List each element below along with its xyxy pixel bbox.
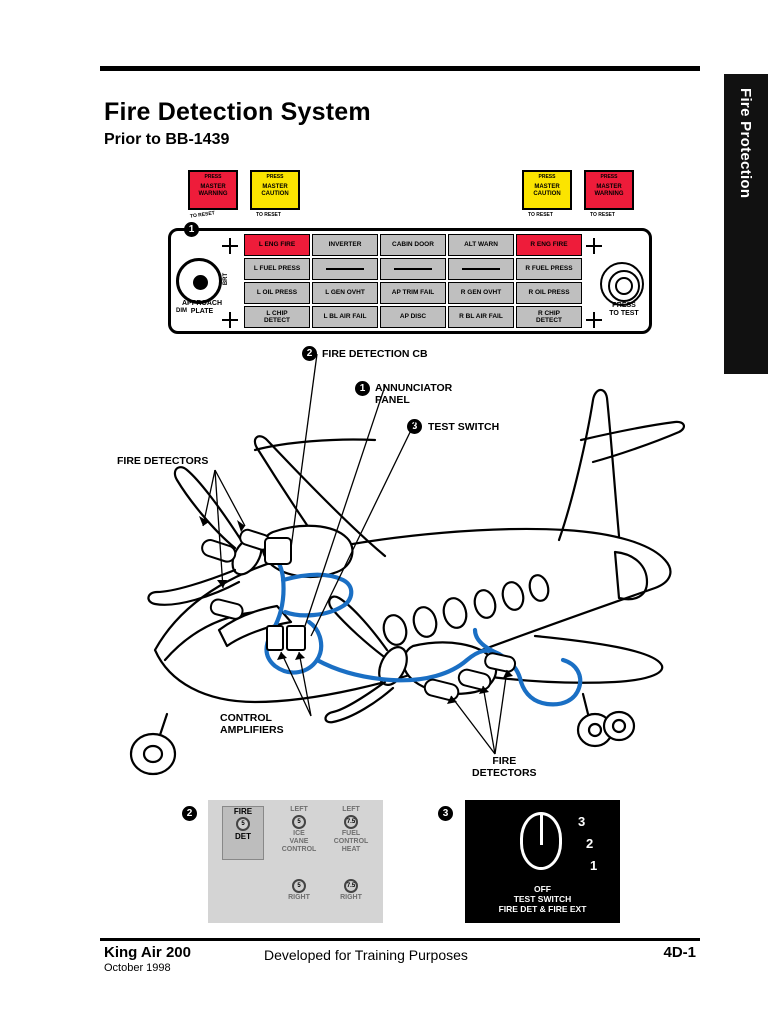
label-control-amplifiers: CONTROL AMPLIFIERS <box>220 712 284 736</box>
callout-label-3: TEST SWITCH <box>428 421 500 433</box>
brightness-knob[interactable] <box>176 258 222 304</box>
test-switch-caption: OFF TEST SWITCH FIRE DET & FIRE EXT <box>498 884 587 914</box>
master-warning-right-reset-label: TO RESET <box>590 212 615 218</box>
annunciator-cell[interactable]: L OIL PRESS <box>244 282 310 304</box>
cb-amp-rating: 7.5 <box>344 879 358 893</box>
section-tab-label: Fire Protection <box>737 88 754 199</box>
cb-top-label: LEFT <box>290 806 308 813</box>
aircraft-diagram <box>95 330 685 800</box>
annunciator-cell[interactable]: R OIL PRESS <box>516 282 582 304</box>
lamp-press-label: PRESS <box>600 174 618 180</box>
header-rule <box>100 66 700 71</box>
test-switch-position-1[interactable]: 1 <box>590 858 598 873</box>
annunciator-cell[interactable]: CABIN DOOR <box>380 234 446 256</box>
cb-right-fuel-control-heat[interactable] <box>324 878 378 902</box>
callout-bullet-2: 2 <box>302 346 317 361</box>
footer-aircraft <box>104 944 191 974</box>
annunciator-cell-blank <box>380 258 446 280</box>
brt-label: BRT <box>223 272 230 286</box>
cb-bottom-label: RIGHT <box>340 894 362 901</box>
footer-page-number: 4D-1 <box>663 944 696 961</box>
footer-aircraft-model: King Air 200 <box>104 944 191 961</box>
annunciator-grid <box>244 234 582 328</box>
cb-amp-rating: 5 <box>292 815 306 829</box>
screw-icon-top-right <box>586 238 602 254</box>
lamp-main-label: MASTER WARNING <box>594 184 624 197</box>
test-switch-position-3[interactable]: 3 <box>578 814 586 829</box>
annunciator-cell[interactable]: AP DISC <box>380 306 446 328</box>
annunciator-cell-blank <box>448 258 514 280</box>
lamp-press-label: PRESS <box>538 174 556 180</box>
footer-rule <box>100 938 700 941</box>
annunciator-cell[interactable]: L FUEL PRESS <box>244 258 310 280</box>
lamp-main-label: MASTER WARNING <box>198 184 228 197</box>
annunciator-cell[interactable]: AP TRIM FAIL <box>380 282 446 304</box>
lamp-press-label: PRESS <box>266 174 284 180</box>
label-fire-detectors-right: FIRE DETECTORS <box>472 755 537 779</box>
lamp-press-label: PRESS <box>204 174 222 180</box>
master-caution-left-reset-label: TO RESET <box>256 212 281 218</box>
lamp-main-label: MASTER CAUTION <box>261 184 289 197</box>
test-switch-bullet: 3 <box>438 806 453 821</box>
callout-label-2: FIRE DETECTION CB <box>322 348 428 360</box>
annunciator-cell[interactable]: INVERTER <box>312 234 378 256</box>
lamp-main-label: MASTER CAUTION <box>533 184 561 197</box>
annunciator-cell[interactable]: R BL AIR FAIL <box>448 306 514 328</box>
fire-det-amp-rating: 5 <box>236 817 250 831</box>
page-subtitle: Prior to BB-1439 <box>104 131 230 148</box>
cb-top-label: LEFT <box>342 806 360 813</box>
label-fire-detectors-left: FIRE DETECTORS <box>117 455 209 467</box>
master-warning-left-reset-label: TO RESET <box>189 210 216 220</box>
master-warning-left-lamp[interactable] <box>188 170 238 210</box>
annunciator-cell[interactable]: ALT WARN <box>448 234 514 256</box>
annunciator-cell[interactable]: L CHIP DETECT <box>244 306 310 328</box>
cb-right-ice-vane-control[interactable] <box>272 878 326 902</box>
test-switch-knob[interactable] <box>520 812 562 870</box>
annunciator-cell[interactable]: R ENG FIRE <box>516 234 582 256</box>
screw-icon-bottom-left <box>222 312 238 328</box>
page-title: Fire Detection System <box>104 98 371 126</box>
cb-bottom-label: FUEL CONTROL HEAT <box>333 830 369 853</box>
callout-bullet-1b: 1 <box>355 381 370 396</box>
annunciator-cell[interactable]: L ENG FIRE <box>244 234 310 256</box>
cb-bottom-label: ICE VANE CONTROL <box>281 830 317 853</box>
cb-panel-bullet: 2 <box>182 806 197 821</box>
annunciator-cell[interactable]: L GEN OVHT <box>312 282 378 304</box>
callout-bullet-1: 1 <box>184 222 199 237</box>
annunciator-cell[interactable]: R CHIP DETECT <box>516 306 582 328</box>
cb-amp-rating: 7.5 <box>344 815 358 829</box>
dim-label: DIM <box>176 308 187 314</box>
annunciator-cell[interactable]: R FUEL PRESS <box>516 258 582 280</box>
callout-label-1: ANNUNCIATOR PANEL <box>375 382 453 406</box>
master-caution-right-reset-label: TO RESET <box>528 212 553 218</box>
cb-bottom-label: RIGHT <box>288 894 310 901</box>
cb-left-ice-vane-control[interactable] <box>272 806 326 854</box>
master-caution-left-lamp[interactable] <box>250 170 300 210</box>
test-switch-position-2[interactable]: 2 <box>586 836 594 851</box>
callout-bullet-3: 3 <box>407 419 422 434</box>
master-warning-right-lamp[interactable] <box>584 170 634 210</box>
press-to-test-label: PRESS TO TEST <box>609 302 639 317</box>
annunciator-cell[interactable]: R GEN OVHT <box>448 282 514 304</box>
annunciator-cell-blank <box>312 258 378 280</box>
fire-det-label-top: FIRE <box>233 807 253 816</box>
screw-icon-top-left <box>222 238 238 254</box>
annunciator-cell[interactable]: L BL AIR FAIL <box>312 306 378 328</box>
section-tab-fire-protection <box>724 74 768 374</box>
fire-det-circuit-breaker[interactable] <box>222 806 264 860</box>
fire-det-label-bottom: DET <box>235 832 251 841</box>
footer-date: October 1998 <box>104 962 171 974</box>
approach-plate-label: APPROACH PLATE <box>181 300 223 315</box>
master-caution-right-lamp[interactable] <box>522 170 572 210</box>
cb-amp-rating: 5 <box>292 879 306 893</box>
footer-center-text: Developed for Training Purposes <box>264 947 468 963</box>
press-to-test-control[interactable] <box>600 262 644 306</box>
cb-left-fuel-control-heat[interactable] <box>324 806 378 854</box>
